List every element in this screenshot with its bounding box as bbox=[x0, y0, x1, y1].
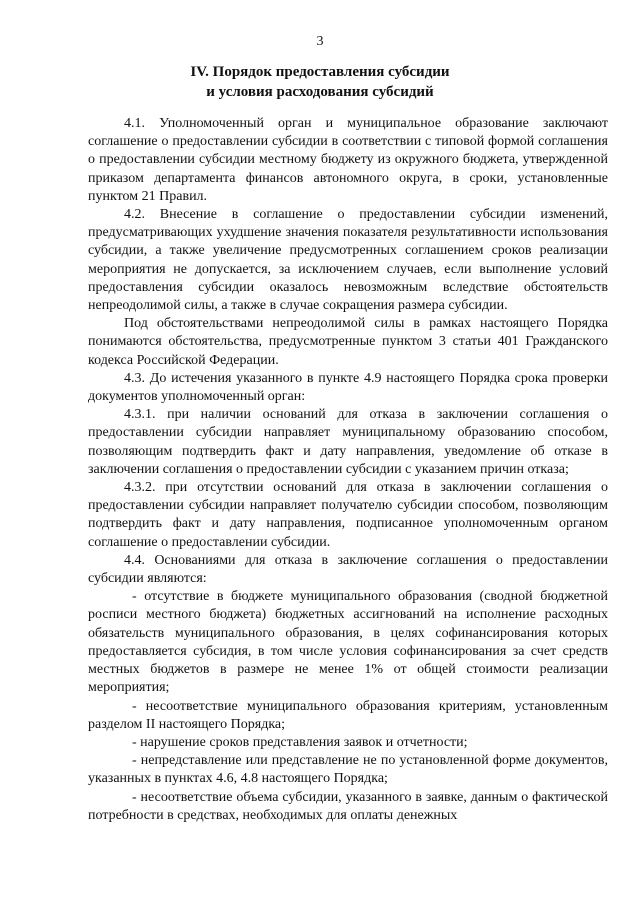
paragraph-4-3-2: 4.3.2. при отсутствии оснований для отказа в заключении соглашения о предоставлении субсидии направляет получателю субсидии способом, позволяющим подтвердить факт и дату направления, подписанное уполномоченным органом соглашение о предоставлении субсидии. bbox=[88, 480, 608, 550]
list-item-missing-documents: - непредставление или представление не по установленной форме документов, указанных в пунктах 4.6, 4.8 настоящего Порядка; bbox=[88, 753, 608, 787]
list-item-criteria-mismatch: - несоответствие муниципального образования критериям, установленным разделом II настоящего Порядка; bbox=[88, 698, 608, 732]
list-item-amount-mismatch: - несоответствие объема субсидии, указанного в заявке, данным о фактической потребности в средствах, необходимых для оплаты денежных bbox=[88, 789, 608, 823]
paragraph-4-2: 4.2. Внесение в соглашение о предоставлении субсидии изменений, предусматривающих ухудшение значения показателя результативности использования субсидии, а также увеличение предусмотренных соглашением сроков реализации мероприятия не допускается, за исключением случаев, если выполнение условий предоставления субсидии оказалось невозможным вследствие обстоятельств непреодолимой силы, а также в случае сокращения размера субсидии. bbox=[88, 207, 608, 314]
section-heading bbox=[0, 62, 640, 102]
paragraph-4-3: 4.3. До истечения указанного в пункте 4.9 настоящего Порядка срока проверки документов уполномоченный орган: bbox=[88, 370, 608, 405]
paragraph-force-majeure: Под обстоятельствами непреодолимой силы в рамках настоящего Порядка понимаются обстоятельства, предусмотренные пунктом 3 статьи 401 Гражданского кодекса Российской Федерации. bbox=[88, 316, 608, 368]
list-item-deadline-violation: - нарушение сроков представления заявок и отчетности; bbox=[132, 734, 468, 750]
section-heading-line-1: IV. Порядок предоставления субсидии bbox=[190, 64, 450, 80]
body-text bbox=[88, 115, 608, 825]
paragraph-4-4: 4.4. Основаниями для отказа в заключение соглашения о предоставлении субсидии являются: bbox=[88, 552, 608, 587]
paragraph-4-3-1: 4.3.1. при наличии оснований для отказа в заключении соглашения о предоставлении субсидии направляет муниципальному образованию способом, позволяющим подтвердить факт и дату направления, уведомление об отказе в заключении соглашения о предоставлении субсидии с указанием причин отказа; bbox=[88, 407, 608, 477]
page-number: 3 bbox=[316, 34, 324, 49]
paragraph-4-1: 4.1. Уполномоченный орган и муниципальное образование заключают соглашение о предоставлении субсидии в соответствии с типовой формой соглашения о предоставлении субсидии местному бюджету из окружного бюджета, утвержденной приказом департамента финансов автономного округа, в сроки, установленные пунктом 21 Правил. bbox=[88, 116, 608, 204]
list-item-no-budget: - отсутствие в бюджете муниципального образования (сводной бюджетной росписи местного бюджета) бюджетных ассигнований на исполнение расходных обязательств муниципального образования, в целях софинансирования которых предоставляется субсидия, в том числе условия софинансирования за счет средств местных бюджетов в размере не менее 1% от общей стоимости реализации мероприятия; bbox=[88, 589, 608, 696]
section-heading-line-2: и условия расходования субсидий bbox=[206, 84, 434, 100]
